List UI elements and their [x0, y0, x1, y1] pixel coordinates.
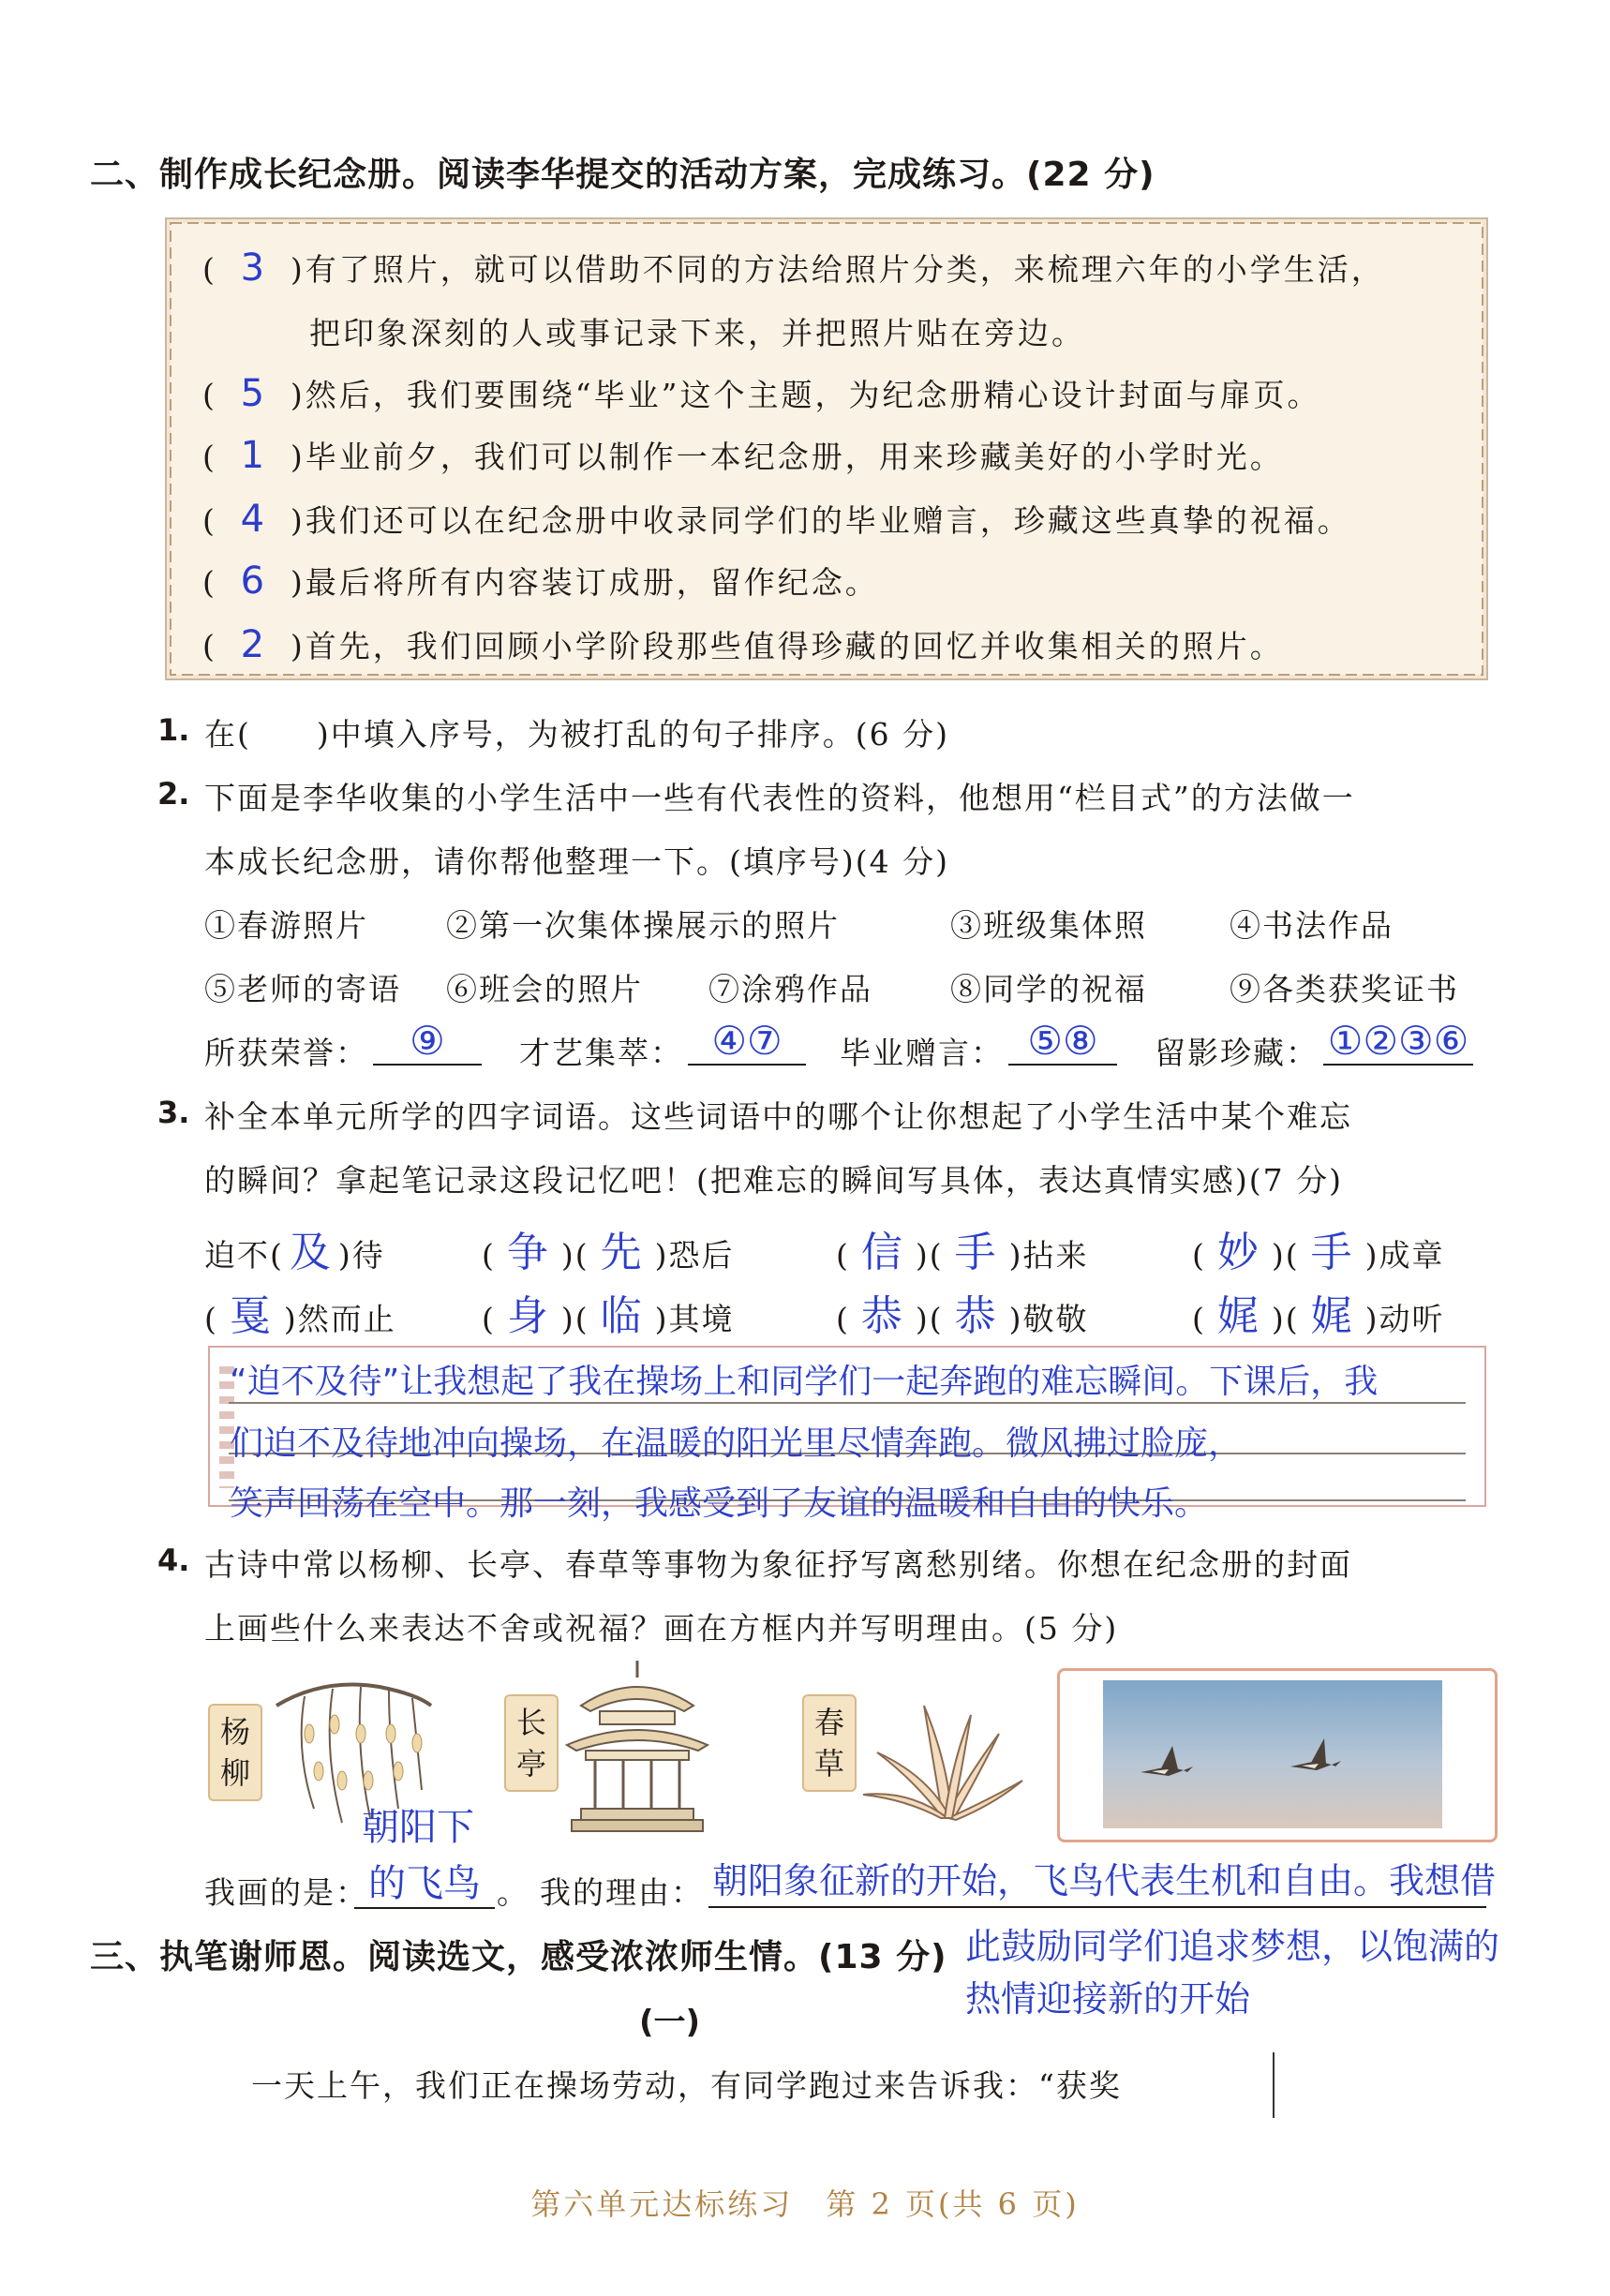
q4-number: 4. [157, 1543, 190, 1578]
idiom-4-answer-1: 妙 [1216, 1229, 1260, 1276]
essay-line-2: 们迫不及待地冲向操场，在温暖的阳光里尽情奔跑。微风拂过脸庞， [230, 1424, 1243, 1463]
q2-item-6: ⑥班会的照片 [446, 971, 643, 1007]
reason-underline [708, 1906, 1486, 1908]
passage-part-label: (一) [639, 2004, 701, 2041]
q3-number: 3. [157, 1095, 190, 1130]
q3-line1: 补全本单元所学的四字词语。这些词语中的哪个让你想起了小学生活中某个难忘 [204, 1098, 1352, 1135]
tag-pavilion: 长亭 [504, 1694, 559, 1792]
order-answer-5: 6 [240, 559, 268, 603]
q2-line1: 下面是李华收集的小学生活中一些有代表性的资料，他想用“栏目式”的方法做一 [204, 780, 1355, 816]
category-honors-label: 所获荣誉： [204, 1035, 368, 1071]
order-answer-4: 4 [240, 498, 268, 541]
category-farewell-answer: ⑤⑧ [1008, 1018, 1117, 1066]
q4-line1: 古诗中常以杨柳、长亭、春草等事物为象征抒写离愁别绪。你想在纪念册的封面 [204, 1546, 1352, 1583]
reason-line-3: 热情迎接新的开始 [965, 1978, 1251, 2020]
category-talent-answer: ④⑦ [688, 1018, 806, 1066]
note-line-4: ( 4 )我们还可以在纪念册中收录同学们的毕业赠言，珍藏这些真挚的祝福。 [202, 498, 1351, 541]
idiom-6-answer-1: 身 [506, 1292, 550, 1340]
pavilion-icon [562, 1659, 712, 1837]
order-answer-3: 1 [240, 434, 268, 477]
grass-icon [858, 1696, 1027, 1827]
idiom-4: ( 妙 )( 手 )成章 [1192, 1229, 1445, 1276]
q4-line2: 上画些什么来表达不舍或祝福？画在方框内并写明理由。(5 分) [204, 1610, 1119, 1647]
drawing-answer-top: 朝阳下 [362, 1806, 474, 1849]
q2-item-8: ⑧同学的祝福 [950, 971, 1147, 1007]
idiom-2-answer-2: 先 [600, 1229, 644, 1276]
reason-label: 我的理由： [540, 1874, 704, 1911]
q3-line2: 的瞬间？拿起笔记录这段记忆吧！(把难忘的瞬间写具体，表达真情实感)(7 分) [204, 1162, 1343, 1199]
idiom-7-answer-2: 恭 [954, 1292, 998, 1340]
category-honors-answer: ⑨ [373, 1018, 482, 1066]
q2-number: 2. [157, 776, 190, 812]
q2-item-9: ⑨各类获奖证书 [1230, 971, 1459, 1007]
q2-item-3: ③班级集体照 [950, 907, 1147, 944]
flying-birds-photo-icon [1103, 1680, 1442, 1828]
tag-grass: 春草 [802, 1694, 857, 1792]
idiom-8: ( 娓 )( 娓 )动听 [1192, 1292, 1445, 1340]
idiom-4-answer-2: 手 [1310, 1229, 1354, 1276]
idiom-5-answer-1: 戛 [229, 1292, 273, 1340]
category-photos-label: 留影珍藏： [1155, 1035, 1319, 1071]
idiom-2-answer-1: 争 [506, 1229, 550, 1276]
note-line-1-cont: 把印象深刻的人或事记录下来，并把照片贴在旁边。 [309, 315, 1085, 351]
order-answer-2: 5 [240, 372, 268, 415]
idiom-1-answer-1: 及 [289, 1229, 333, 1276]
idiom-6-answer-2: 临 [600, 1292, 644, 1340]
idiom-5: ( 戛 )然而止 [204, 1292, 396, 1340]
idiom-7: ( 恭 )( 恭 )敬敬 [836, 1292, 1089, 1340]
page-footer: 第六单元达标练习 第 2 页(共 6 页) [530, 2186, 1080, 2222]
q2-item-5: ⑤老师的寄语 [204, 971, 401, 1007]
draw-period: 。 [497, 1874, 529, 1911]
essay-line-3: 笑声回荡在空中。那一刻，我感受到了友谊的温暖和自由的快乐。 [230, 1484, 1209, 1523]
note-line-6: ( 2 )首先，我们回顾小学阶段那些值得珍藏的回忆并收集相关的照片。 [202, 623, 1284, 666]
idiom-3: ( 信 )( 手 )拈来 [836, 1229, 1089, 1276]
category-talent-label: 才艺集萃： [519, 1035, 683, 1071]
drawing-box[interactable] [1057, 1668, 1498, 1842]
idiom-7-answer-1: 恭 [860, 1292, 904, 1340]
drawing-answer: 的飞鸟 [354, 1854, 495, 1909]
tag-willow: 杨柳 [208, 1704, 262, 1801]
idiom-3-answer-1: 信 [860, 1229, 904, 1276]
idiom-8-answer-2: 娓 [1310, 1292, 1354, 1340]
q2-item-4: ④书法作品 [1230, 907, 1394, 944]
order-answer-1: 3 [240, 246, 268, 290]
q2-item-7: ⑦涂鸦作品 [708, 971, 872, 1007]
idiom-2: ( 争 )( 先 )恐后 [482, 1229, 735, 1276]
draw-label: 我画的是： [204, 1874, 368, 1911]
note-line-3: ( 1 )毕业前夕，我们可以制作一本纪念册，用来珍藏美好的小学时光。 [202, 434, 1284, 477]
note-line-2: ( 5 )然后，我们要围绕“毕业”这个主题，为纪念册精心设计封面与扉页。 [202, 372, 1321, 415]
order-answer-6: 2 [240, 623, 268, 666]
essay-line-1: “迫不及待”让我想起了我在操场上和同学们一起奔跑的难忘瞬间。下课后，我 [230, 1363, 1379, 1401]
idiom-6: ( 身 )( 临 )其境 [482, 1292, 735, 1340]
category-farewell-label: 毕业赠言： [840, 1035, 1004, 1071]
q2-item-2: ②第一次集体操展示的照片 [446, 907, 840, 944]
note-line-5: ( 6 )最后将所有内容装订成册，留作纪念。 [202, 559, 879, 603]
idiom-3-answer-2: 手 [954, 1229, 998, 1276]
reason-line-1: 朝阳象征新的开始，飞鸟代表生机和自由。我想借 [712, 1860, 1497, 1901]
section-2-heading: 二、制作成长纪念册。阅读李华提交的活动方案，完成练习。(22 分) [90, 156, 1155, 194]
q2-item-1: ①春游照片 [204, 907, 368, 944]
note-line-1: ( 3 )有了照片，就可以借助不同的方法给照片分类，来梳理六年的小学生活， [202, 246, 1385, 290]
reason-line-2: 此鼓励同学们追求梦想，以饱满的 [965, 1926, 1500, 1967]
section-3-heading: 三、执笔谢师恩。阅读选文，感受浓浓师生情。(13 分) [90, 1938, 947, 1976]
q1-number: 1. [157, 712, 190, 748]
q1-text: 在( )中填入序号，为被打乱的句子排序。(6 分) [204, 716, 949, 753]
column-divider [1273, 2052, 1275, 2118]
idiom-8-answer-1: 娓 [1216, 1292, 1260, 1340]
passage-first-line: 一天上午，我们正在操场劳动，有同学跑过来告诉我：“获奖 [251, 2067, 1122, 2104]
category-photos-answer: ①②③⑥ [1323, 1018, 1473, 1066]
idiom-1: 迫不( 及 )待 [204, 1229, 385, 1276]
q2-line2: 本成长纪念册，请你帮他整理一下。(填序号)(4 分) [204, 843, 949, 880]
